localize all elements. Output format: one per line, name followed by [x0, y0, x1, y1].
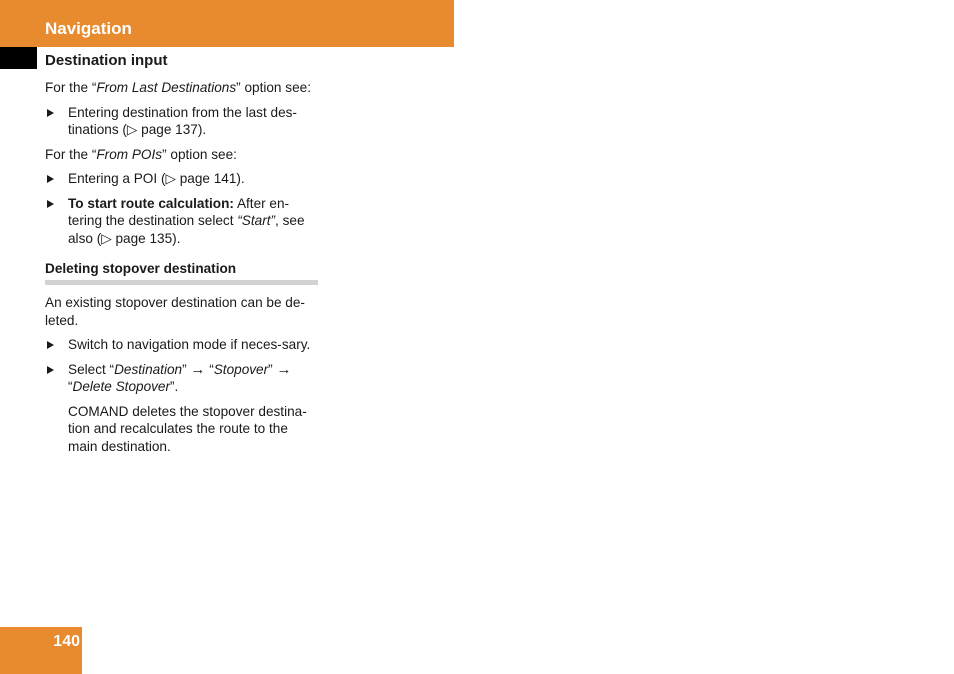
page-number-box: [0, 627, 82, 674]
menu-item-name: Delete Stopover: [72, 379, 171, 394]
bullet-triangle-icon: [47, 200, 54, 208]
section-title: Destination input: [45, 52, 168, 69]
menu-item-name: Stopover: [213, 361, 269, 377]
text: ”.: [170, 379, 179, 394]
text: , see also (▷ page 135).: [68, 213, 305, 246]
instruction-heading: To start route calculation:: [68, 195, 234, 211]
section-tab-marker: [0, 47, 37, 69]
text: For the “: [45, 146, 97, 162]
text: ” option see:: [162, 146, 237, 162]
option-name: From Last Destinations: [96, 80, 237, 95]
list-item-text: Entering destination from the last des-tinations (▷ page 137).: [68, 104, 297, 137]
chapter-title: Navigation: [45, 19, 132, 38]
text: ”: [268, 361, 277, 377]
list-item-text: Entering a POI (▷ page 141).: [68, 171, 245, 186]
header-bar: [0, 0, 454, 47]
text: Select “: [68, 361, 115, 377]
subheading: Deleting stopover destination: [45, 260, 318, 285]
text: “: [68, 379, 73, 394]
page-number: 140: [53, 633, 80, 650]
text: ” option see:: [236, 80, 311, 95]
list-item: [45, 336, 318, 354]
text: For the “: [45, 80, 97, 95]
arrow-right-icon: →: [276, 360, 292, 378]
bullet-triangle-icon: [47, 341, 54, 349]
paragraph-pois: [45, 146, 318, 164]
text: “: [205, 361, 214, 377]
menu-item-name: Destination: [114, 361, 183, 377]
arrow-right-icon: →: [190, 360, 206, 378]
bullet-triangle-icon: [47, 109, 54, 117]
list-item: [45, 361, 318, 396]
option-name: “Start”: [237, 213, 276, 228]
option-name: From POIs: [96, 146, 163, 162]
list-item: [45, 195, 318, 248]
text: After en-tering the destination select: [68, 195, 290, 228]
result-paragraph: COMAND deletes the stopover destina-tion and recalculates the route to the main destination.: [68, 403, 307, 454]
paragraph-stopover: An existing stopover destination can be de-leted.: [45, 295, 305, 328]
list-item: [45, 104, 318, 139]
text: ”: [182, 361, 191, 377]
bullet-triangle-icon: [47, 366, 54, 374]
page-content: [45, 52, 318, 462]
list-item: [45, 170, 318, 188]
bullet-triangle-icon: [47, 175, 54, 183]
list-item-text: Switch to navigation mode if neces-sary.: [68, 337, 311, 352]
paragraph-last-destinations: [45, 79, 318, 97]
